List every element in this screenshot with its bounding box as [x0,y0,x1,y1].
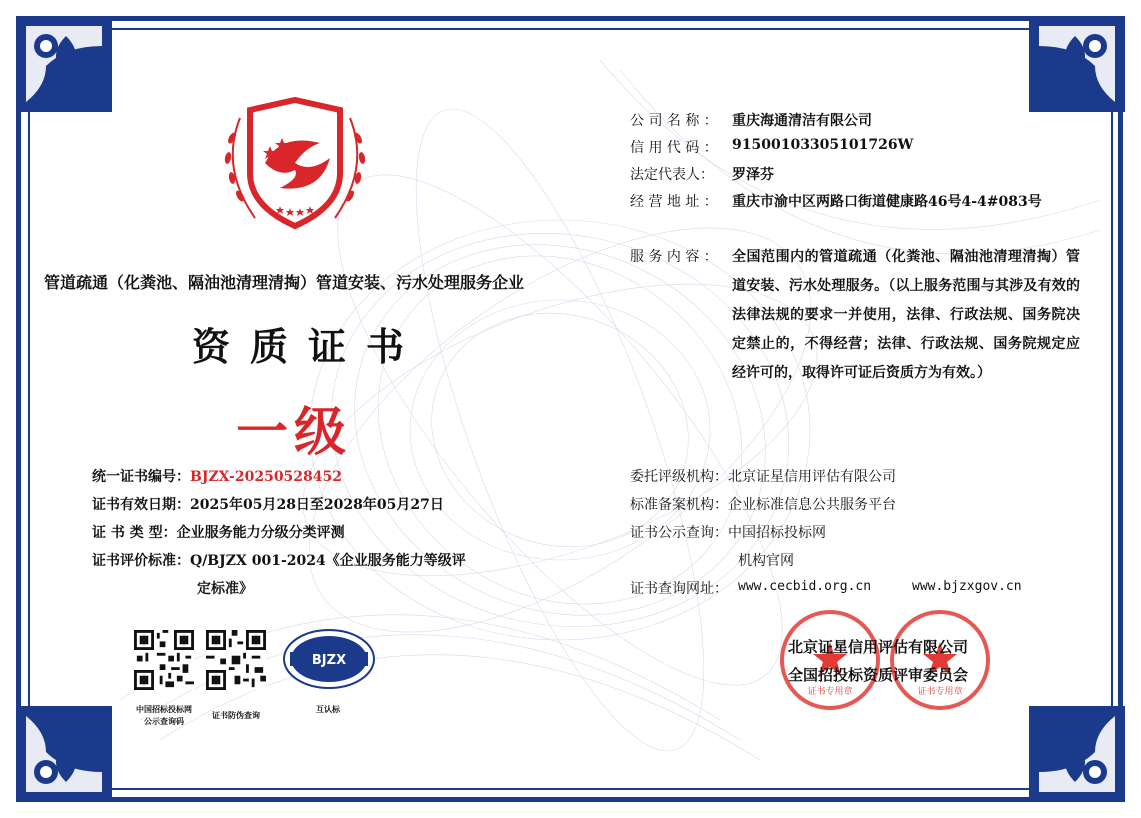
field-rating-agency [630,466,896,486]
qr1-caption-line1: 中国招标投标网 [136,705,192,714]
field-cert-number [92,466,342,486]
legal-rep-label: 法定代表人： [630,167,714,183]
bjzx-logo-icon [282,628,376,690]
seal-icon [888,608,992,712]
address-label: 经 营 地 址 ： [630,194,718,210]
seal-overlay-text-1: 北京证星信用评估有限公司 [788,638,969,656]
field-filing-agency [630,494,896,514]
field-public-query [630,522,826,542]
company-name: 重庆海通清洁有限公司 [732,113,872,129]
qr2-caption: 证书防伪查询 [212,711,260,720]
field-value: 2025年05月28日至2028年05月27日 [190,497,444,513]
qr-code-icon[interactable] [206,630,266,690]
field-label: 证书公示查询： [630,525,728,541]
legal-rep: 罗泽芬 [732,167,774,183]
field-label: 证书评价标准： [92,553,190,569]
seal-icon [778,608,882,712]
field-standard [92,550,466,570]
certificate-level: 一级 [236,402,353,463]
field-cert-type [92,522,345,542]
emblem-icon [210,88,380,238]
field-standard-cont: 定标准》 [197,581,253,597]
field-label: 标准备案机构： [630,497,728,513]
query-url-1[interactable]: www.cecbid.org.cn [738,579,872,594]
field-value: 中国招标投标网 [728,525,826,541]
service-content: 全国范围内的管道疏通（化粪池、隔油池清理清掏）管道安装、污水处理服务。（以上服务范围与其涉及有效的法律法规的要求一并使用，法律、行政法规、国务院决定禁止的，不得经营；法律、行政法规、国务院规定应经许可的，取得许可证后资质方为有效。） [732,249,1080,381]
field-value: 企业服务能力分级分类评测 [176,525,345,541]
service-label: 服 务 内 容 ： [630,249,718,265]
field-label: 证书查询网址： [630,581,728,597]
seal-bottom-text: 证书专用章 [807,687,853,697]
logo-text: BJZX [311,653,347,668]
seal-overlay-text-2: 全国招投标资质评审委员会 [788,666,969,684]
field-value: 企业标准信息公共服务平台 [728,497,896,513]
field-label: 证 书 类 型： [92,525,177,541]
field-public-query-cont: 机构官网 [738,553,794,569]
field-label: 委托评级机构： [630,469,728,485]
seal-bottom-text: 证书专用章 [917,687,963,697]
field-query-url [630,578,728,598]
query-url-2[interactable]: www.bjzxgov.cn [912,579,1022,594]
corner-ornament-top-left [16,16,112,112]
logo-caption: 互认标 [316,705,340,714]
corner-ornament-bottom-left [16,706,112,802]
field-value: Q/BJZX 001-2024《企业服务能力等级评 [190,553,466,569]
corner-ornament-top-right [1029,16,1125,112]
cert-number-value: BJZX-20250528452 [190,469,343,485]
credit-code: 91500103305101726W [732,137,914,153]
address: 重庆市渝中区两路口街道健康路46号4-4#083号 [732,194,1042,210]
corner-ornament-bottom-right [1029,706,1125,802]
qr1-caption-line2: 公示查询码 [144,717,184,726]
field-valid-date [92,494,444,514]
field-label: 统一证书编号： [92,469,190,485]
field-label: 证书有效日期： [92,497,190,513]
certificate-title: 资质证书 [192,324,425,369]
field-value: 北京证星信用评估有限公司 [728,469,896,485]
credit-code-label: 信 用 代 码 ： [630,140,718,156]
industry-heading: 管道疏通（化粪池、隔油池清理清掏）管道安装、污水处理服务企业 [44,273,525,292]
qr-code-icon[interactable] [134,630,194,690]
company-name-label: 公 司 名 称 ： [630,113,718,129]
